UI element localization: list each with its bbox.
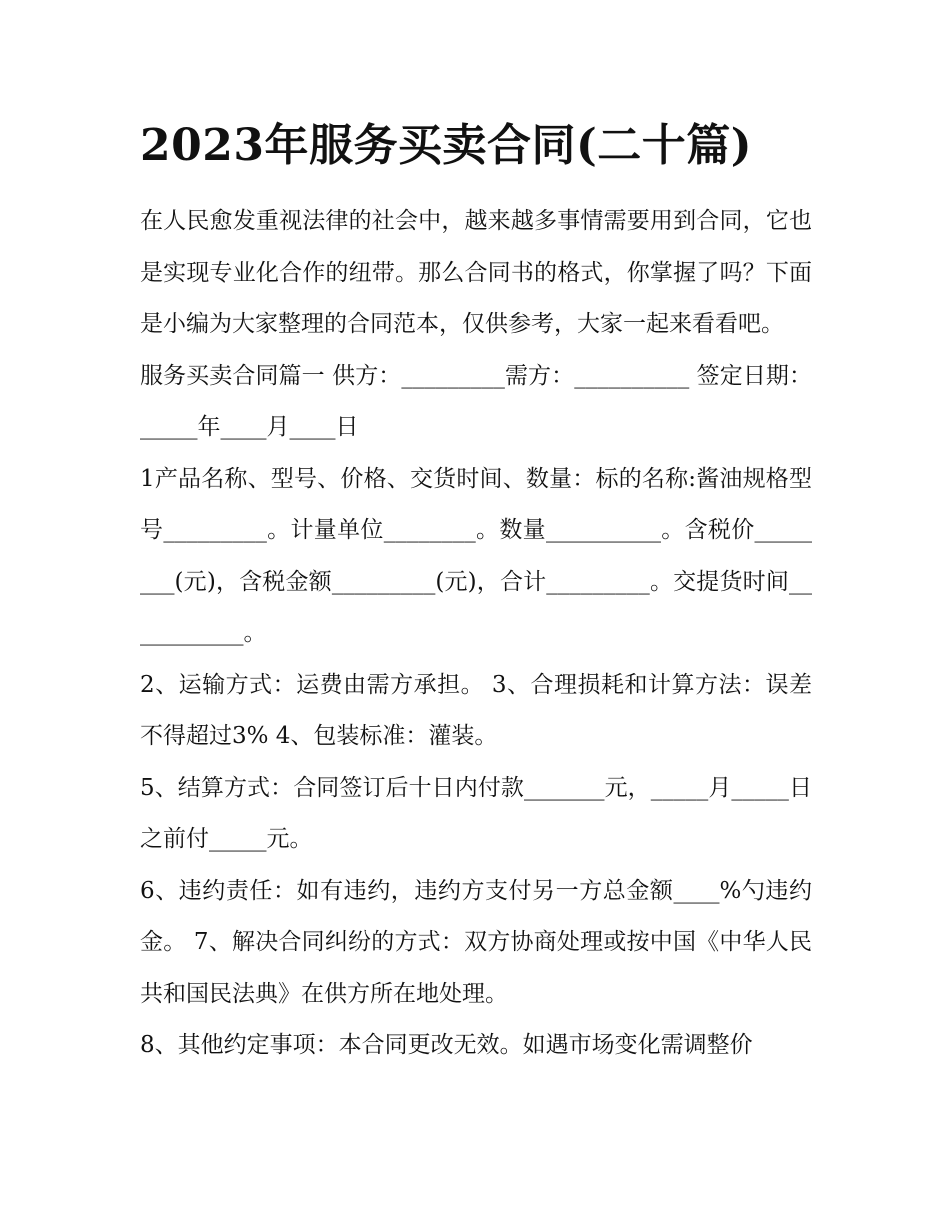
contract-parties-paragraph: 服务买卖合同篇一 供方：_________需方：__________ 签定日期：_____年____月____日 <box>140 362 812 440</box>
clause-6-7-liability-paragraph: 6、违约责任：如有违约，违约方支付另一方总金额____%勺违约金。 7、解决合同纠纷的方式：双方协商处理或按中国《中华人民共和国民法典》在供方所在地处理。 <box>140 877 812 1007</box>
document-body <box>140 196 812 1072</box>
clause-5-settlement-paragraph: 5、结算方式：合同签订后十日内付款_______元，_____月_____日之前付_____元。 <box>140 774 812 852</box>
document-title: 2023年服务买卖合同(二十篇) <box>140 120 753 171</box>
clause-2-4-transport-paragraph: 2、运输方式：运费由需方承担。 3、合理损耗和计算方法：误差不得超过3% 4、包装标准：灌装。 <box>140 671 812 749</box>
clause-8-other-paragraph: 8、其他约定事项：本合同更改无效。如遇市场变化需调整价 <box>140 1032 753 1058</box>
clause-1-product-paragraph: 1产品名称、型号、价格、交货时间、数量：标的名称:酱油规格型号_________。计量单位________。数量__________。含税价________(元)，含税金额_________(元)，合计_________。交提货时间___________。 <box>140 465 812 646</box>
intro-paragraph: 在人民愈发重视法律的社会中，越来越多事情需要用到合同，它也是实现专业化合作的纽带。那么合同书的格式，你掌握了吗？下面是小编为大家整理的合同范本，仅供参考，大家一起来看看吧。 <box>140 208 812 337</box>
